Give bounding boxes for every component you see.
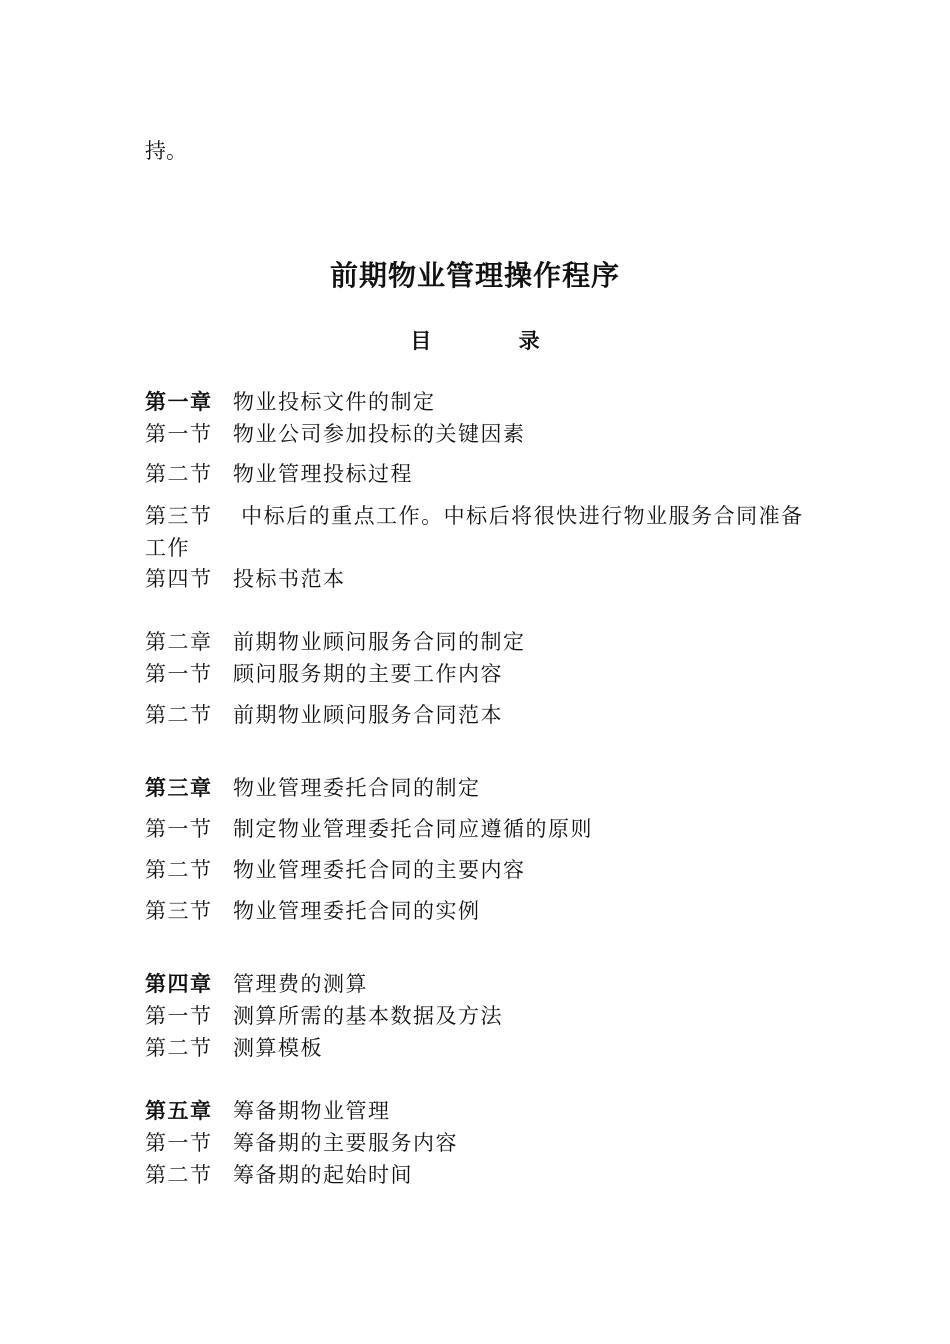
- section-title: 前期物业顾问服务合同范本: [233, 703, 503, 727]
- toc-section-3-1[interactable]: [145, 815, 593, 843]
- toc-chapter-4[interactable]: [145, 970, 368, 998]
- toc-heading: 目 录: [410, 329, 580, 353]
- toc-section-2-1[interactable]: [145, 660, 503, 688]
- section-title: 筹备期的主要服务内容: [233, 1131, 458, 1155]
- toc-section-5-2[interactable]: [145, 1161, 413, 1189]
- section-label: 第一节: [145, 662, 213, 686]
- chapter-label: 第三章: [145, 776, 213, 800]
- section-label: 第二节: [145, 858, 213, 882]
- chapter-title: 筹备期物业管理: [233, 1099, 391, 1123]
- section-label: 第一节: [145, 1004, 213, 1028]
- section-label: 第三节: [145, 504, 213, 528]
- section-title: 投标书范本: [233, 567, 346, 591]
- toc-section-1-3[interactable]: [145, 502, 804, 530]
- section-title: 筹备期的起始时间: [233, 1163, 413, 1187]
- chapter-label: 第五章: [145, 1099, 213, 1123]
- section-title: 制定物业管理委托合同应遵循的原则: [233, 817, 593, 841]
- toc-chapter-5[interactable]: [145, 1097, 391, 1125]
- section-label: 第二节: [145, 1163, 213, 1187]
- section-title: 顾问服务期的主要工作内容: [233, 662, 503, 686]
- section-title: 物业管理投标过程: [233, 462, 413, 486]
- toc-section-4-2[interactable]: [145, 1034, 323, 1062]
- section-title: 物业公司参加投标的关键因素: [233, 422, 526, 446]
- section-label: 第二节: [145, 462, 213, 486]
- section-label: 第三节: [145, 899, 213, 923]
- toc-section-1-1[interactable]: [145, 420, 526, 448]
- chapter-title: 物业投标文件的制定: [233, 390, 436, 414]
- section-label: 第四节: [145, 567, 213, 591]
- toc-chapter-1[interactable]: [145, 388, 436, 416]
- section-label: 第二节: [145, 703, 213, 727]
- section-title: 中标后的重点工作。中标后将很快进行物业服务合同准备: [233, 504, 804, 528]
- toc-section-3-3[interactable]: [145, 897, 481, 925]
- section-label: 第一节: [145, 422, 213, 446]
- toc-chapter-2[interactable]: [145, 628, 526, 656]
- chapter-title: 前期物业顾问服务合同的制定: [233, 630, 526, 654]
- section-title: 物业管理委托合同的实例: [233, 899, 481, 923]
- toc-section-1-4[interactable]: [145, 565, 346, 593]
- section-title: 测算所需的基本数据及方法: [233, 1004, 503, 1028]
- chapter-title: 物业管理委托合同的制定: [233, 776, 481, 800]
- toc-section-3-2[interactable]: [145, 856, 526, 884]
- section-title: 测算模板: [233, 1036, 323, 1060]
- document-title: 前期物业管理操作程序: [329, 259, 620, 292]
- continued-text: 持。: [145, 139, 187, 163]
- toc-section-1-3-wrap: 工作: [145, 536, 190, 560]
- toc-section-2-2[interactable]: [145, 701, 503, 729]
- chapter-label: 第一章: [145, 390, 213, 414]
- toc-section-5-1[interactable]: [145, 1129, 458, 1157]
- chapter-title: 管理费的测算: [233, 972, 368, 996]
- chapter-label: 第四章: [145, 972, 213, 996]
- section-title: 物业管理委托合同的主要内容: [233, 858, 526, 882]
- toc-chapter-3[interactable]: [145, 774, 481, 802]
- toc-section-4-1[interactable]: [145, 1002, 503, 1030]
- section-label: 第二节: [145, 1036, 213, 1060]
- chapter-label: 第二章: [145, 630, 213, 654]
- section-label: 第一节: [145, 817, 213, 841]
- section-label: 第一节: [145, 1131, 213, 1155]
- toc-section-1-2[interactable]: [145, 460, 413, 488]
